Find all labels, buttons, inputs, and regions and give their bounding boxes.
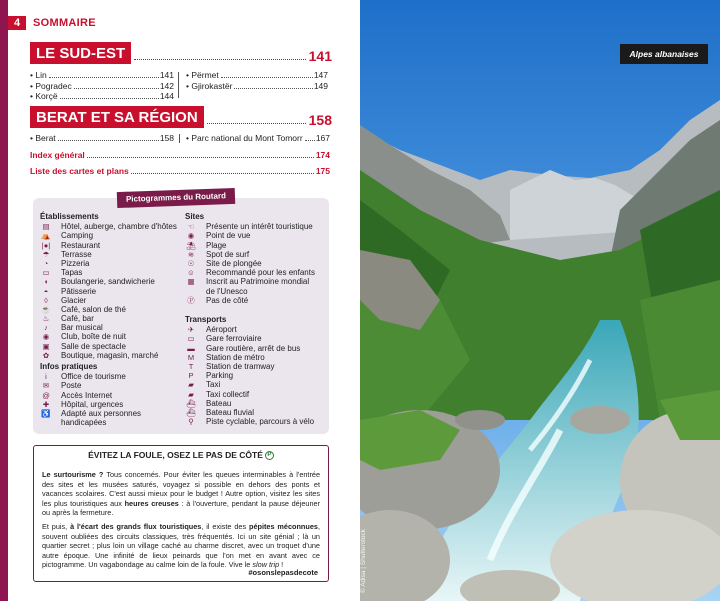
picto-label: Glacier xyxy=(61,295,87,305)
picto-row xyxy=(40,231,180,240)
picto-icon: ✿ xyxy=(42,350,50,360)
pictos-heading: Transports xyxy=(185,315,227,324)
picto-icon: ▤ xyxy=(42,222,50,232)
pictos-heading: Établissements xyxy=(40,212,99,221)
picto-icon: ◊ xyxy=(44,295,48,305)
toc-index[interactable]: Index général 174 xyxy=(30,150,330,160)
picto-label: Taxi xyxy=(206,380,221,390)
picto-row xyxy=(40,332,180,341)
picto-row xyxy=(40,314,180,323)
pictos-heading: Infos pratiques xyxy=(40,362,98,371)
picto-label: Bar musical xyxy=(61,323,103,333)
picto-icon: ▣ xyxy=(42,341,50,351)
picto-row xyxy=(40,268,180,277)
picto-icon: ◓ xyxy=(43,286,49,296)
picto-row xyxy=(185,344,327,353)
picto-icon: ⛺ xyxy=(41,231,51,241)
picto-label: Pas de côté xyxy=(206,295,249,305)
picto-row xyxy=(40,296,180,305)
picto-row xyxy=(185,268,327,277)
picto-row xyxy=(40,418,180,427)
toc-maps-list[interactable]: Liste des cartes et plans 175 xyxy=(30,166,330,176)
pictos-transports xyxy=(185,315,327,426)
picto-icon: ⛴ xyxy=(186,398,196,408)
picto-label: Restaurant xyxy=(61,240,101,250)
picto-row xyxy=(40,351,180,360)
picto-label: Bateau fluvial xyxy=(206,407,255,417)
picto-icon: ✉ xyxy=(42,381,50,391)
mountain-river-photo xyxy=(360,0,720,601)
page-spine xyxy=(0,0,8,601)
picto-label: Café, salon de thé xyxy=(61,304,126,314)
column-divider xyxy=(179,134,180,143)
picto-row xyxy=(185,287,327,296)
picto-label: Station de tramway xyxy=(206,361,275,371)
picto-icon: @ xyxy=(42,390,50,400)
picto-label: Club, boîte de nuit xyxy=(61,332,126,342)
picto-label: Salle de spectacle xyxy=(61,341,126,351)
picto-label: Station de métro xyxy=(206,352,265,362)
picto-row xyxy=(185,277,327,286)
picto-icon: ✈ xyxy=(187,325,195,335)
picto-row xyxy=(185,390,327,399)
picto-row xyxy=(185,222,327,231)
picto-icon: T xyxy=(188,361,194,371)
toc-item[interactable]: • Gjirokastër 149 xyxy=(186,80,328,91)
picto-label: Parking xyxy=(206,371,234,381)
pictos-heading: Sites xyxy=(185,212,205,221)
picto-label: de l'Unesco xyxy=(206,286,248,296)
picto-icon: M xyxy=(187,352,195,362)
picto-icon: ▭ xyxy=(187,334,195,344)
picto-icon: ✚ xyxy=(42,399,50,409)
picto-label: Terrasse xyxy=(61,249,92,259)
picto-label: Hôtel, auberge, chambre d'hôtes xyxy=(61,222,177,232)
page-number: 4 xyxy=(8,16,26,30)
picto-icon: ◔ xyxy=(43,258,49,268)
picto-icon: |●| xyxy=(41,240,51,250)
region-title: LE SUD-EST xyxy=(30,42,131,64)
picto-label: Café, bar xyxy=(61,314,94,324)
picto-row xyxy=(40,305,180,314)
photo-caption: Alpes albanaises xyxy=(620,44,708,64)
picto-icon: ♨ xyxy=(42,314,50,324)
toc-region-sud-est[interactable] xyxy=(30,42,332,64)
pas-de-cote-icon: P xyxy=(265,451,274,460)
picto-label: Piste cyclable, parcours à vélo xyxy=(206,417,315,427)
picto-row xyxy=(40,250,180,259)
picto-icon: ♪ xyxy=(44,323,48,333)
picto-row xyxy=(40,372,180,381)
picto-icon: ▭ xyxy=(42,268,50,278)
pictos-sites xyxy=(185,212,327,305)
picto-label: Aéroport xyxy=(206,325,237,335)
picto-label: Plage xyxy=(206,240,227,250)
picto-icon: ☂ xyxy=(42,249,50,259)
toc-berat-right xyxy=(186,133,330,144)
picto-label: Boutique, magasin, marché xyxy=(61,350,159,360)
pictos-establishments xyxy=(40,212,180,360)
picto-row xyxy=(185,380,327,389)
toc-sud-est-right xyxy=(186,70,328,91)
picto-label: Inscrit au Patrimoine mondial xyxy=(206,277,310,287)
picto-label: Poste xyxy=(61,381,82,391)
picto-row xyxy=(185,417,327,426)
column-divider xyxy=(178,72,179,98)
picto-icon: ◖ xyxy=(43,277,49,287)
picto-row xyxy=(40,323,180,332)
picto-row xyxy=(185,353,327,362)
picto-row xyxy=(185,250,327,259)
toc-item[interactable]: • Korçë 144 xyxy=(30,91,174,101)
pictos-infos xyxy=(40,362,180,427)
picto-row xyxy=(185,231,327,240)
picto-icon: ☕ xyxy=(41,304,51,314)
picto-row xyxy=(40,241,180,250)
picto-row xyxy=(40,342,180,351)
picto-row xyxy=(185,325,327,334)
picto-icon: ☺ xyxy=(187,268,195,278)
picto-row xyxy=(40,287,180,296)
picto-label: Office de tourisme xyxy=(61,372,126,382)
right-page xyxy=(360,0,720,601)
page-header xyxy=(8,16,96,30)
picto-row xyxy=(40,400,180,409)
picto-row xyxy=(40,409,180,418)
region-page: 141 xyxy=(308,48,332,64)
pictos-tag: Pictogrammes du Routard xyxy=(117,188,235,208)
photo-credit: © Adisa | Shutterstock xyxy=(360,529,367,593)
picto-label: Accès Internet xyxy=(61,390,113,400)
toc-item[interactable]: • Berat 158 xyxy=(30,133,174,143)
picto-icon: ♿ xyxy=(41,408,51,418)
toc-item[interactable]: • Përmet 147 xyxy=(186,70,328,80)
picto-row xyxy=(185,334,327,343)
picto-icon: ⚲ xyxy=(188,417,194,427)
picto-row xyxy=(185,241,327,250)
picto-label: Point de vue xyxy=(206,231,251,241)
picto-row xyxy=(185,408,327,417)
picto-icon: ▰ xyxy=(188,380,194,390)
picto-label: Gare ferroviaire xyxy=(206,334,262,344)
picto-row xyxy=(185,259,327,268)
hashtag: #osonslepasdecote xyxy=(248,568,318,577)
toc-berat-left xyxy=(30,133,174,144)
picto-label: Taxi collectif xyxy=(206,389,250,399)
picto-icon: ≋ xyxy=(187,249,195,259)
picto-row xyxy=(40,391,180,400)
picto-icon: Ⓟ xyxy=(187,295,195,305)
page-title: SOMMAIRE xyxy=(33,17,96,29)
picto-icon: i xyxy=(45,372,47,382)
picto-row xyxy=(185,296,327,305)
picto-label: Hôpital, urgences xyxy=(61,399,124,409)
picto-label: Boulangerie, sandwicherie xyxy=(61,277,155,287)
picto-row xyxy=(40,381,180,390)
picto-label: Tapas xyxy=(61,268,83,278)
toc-sud-est-left xyxy=(30,70,174,102)
picto-label: Camping xyxy=(61,231,94,241)
picto-label: Pâtisserie xyxy=(61,286,97,296)
picto-label: Adapté aux personnes xyxy=(61,408,142,418)
picto-icon: ◉ xyxy=(42,332,50,342)
picto-icon: ▦ xyxy=(187,277,195,287)
picto-row xyxy=(185,399,327,408)
picto-icon: ⛱ xyxy=(186,240,196,250)
crowd-avoidance-box xyxy=(33,445,329,582)
picto-icon: ⛴ xyxy=(186,407,196,417)
picto-row xyxy=(40,222,180,231)
toc-item[interactable]: • Lin 141 xyxy=(30,70,174,80)
picto-row xyxy=(185,362,327,371)
picto-label: Pizzeria xyxy=(61,258,90,268)
picto-icon: ☜ xyxy=(187,222,195,232)
box-title: ÉVITEZ LA FOULE, OSEZ LE PAS DE CÔTÉ P xyxy=(34,450,328,460)
toc-item[interactable]: • Pogradec 142 xyxy=(30,80,174,91)
box-text: Le surtourisme ? Tous concernés. Pour éviter les queues interminables à l'entrée des sites et les musées saturés, voyagez si possible en dehors des ponts et vacances scolaires. C'est aussi mieux pour le budget ! Autre option, visitez les sites les plus touristiques aux heures creuses : à l'ouverture, pendant la pause déjeuner ou après la fermeture. Et puis, à l'écart des grands flux touristiques, il existe des pépites méconnues, souvent oubliées des circuits classiques, très fréquentés. Ici un site génial ; là un quartier secret ; plus loin un village caché au charme discret, avec un troquet d'une autre époque. Une infinité de lieux peinards que l'on met en avant avec ce pictogramme. Un vagabondage au calme loin de la foule. Vive le slow trip ! xyxy=(42,470,321,570)
region-page: 158 xyxy=(308,112,332,128)
picto-label: Site de plongée xyxy=(206,258,262,268)
picto-label: Gare routière, arrêt de bus xyxy=(206,343,301,353)
toc-item[interactable]: • Parc national du Mont Tomorr 167 xyxy=(186,133,330,143)
picto-label: Spot de surf xyxy=(206,249,250,259)
region-title: BERAT ET SA RÉGION xyxy=(30,106,204,128)
picto-row xyxy=(40,259,180,268)
picto-label: Présente un intérêt touristique xyxy=(206,222,313,232)
picto-label: Bateau xyxy=(206,398,232,408)
picto-icon: ▰ xyxy=(188,389,194,399)
toc-region-berat[interactable] xyxy=(30,106,332,128)
picto-row xyxy=(185,371,327,380)
picto-icon: ▬ xyxy=(187,343,195,353)
picto-label: Recommandé pour les enfants xyxy=(206,268,315,278)
picto-icon: ☉ xyxy=(187,258,195,268)
picto-icon: ◉ xyxy=(187,231,195,241)
picto-icon: P xyxy=(188,371,194,381)
picto-label: handicapées xyxy=(61,418,107,428)
picto-row xyxy=(40,277,180,286)
